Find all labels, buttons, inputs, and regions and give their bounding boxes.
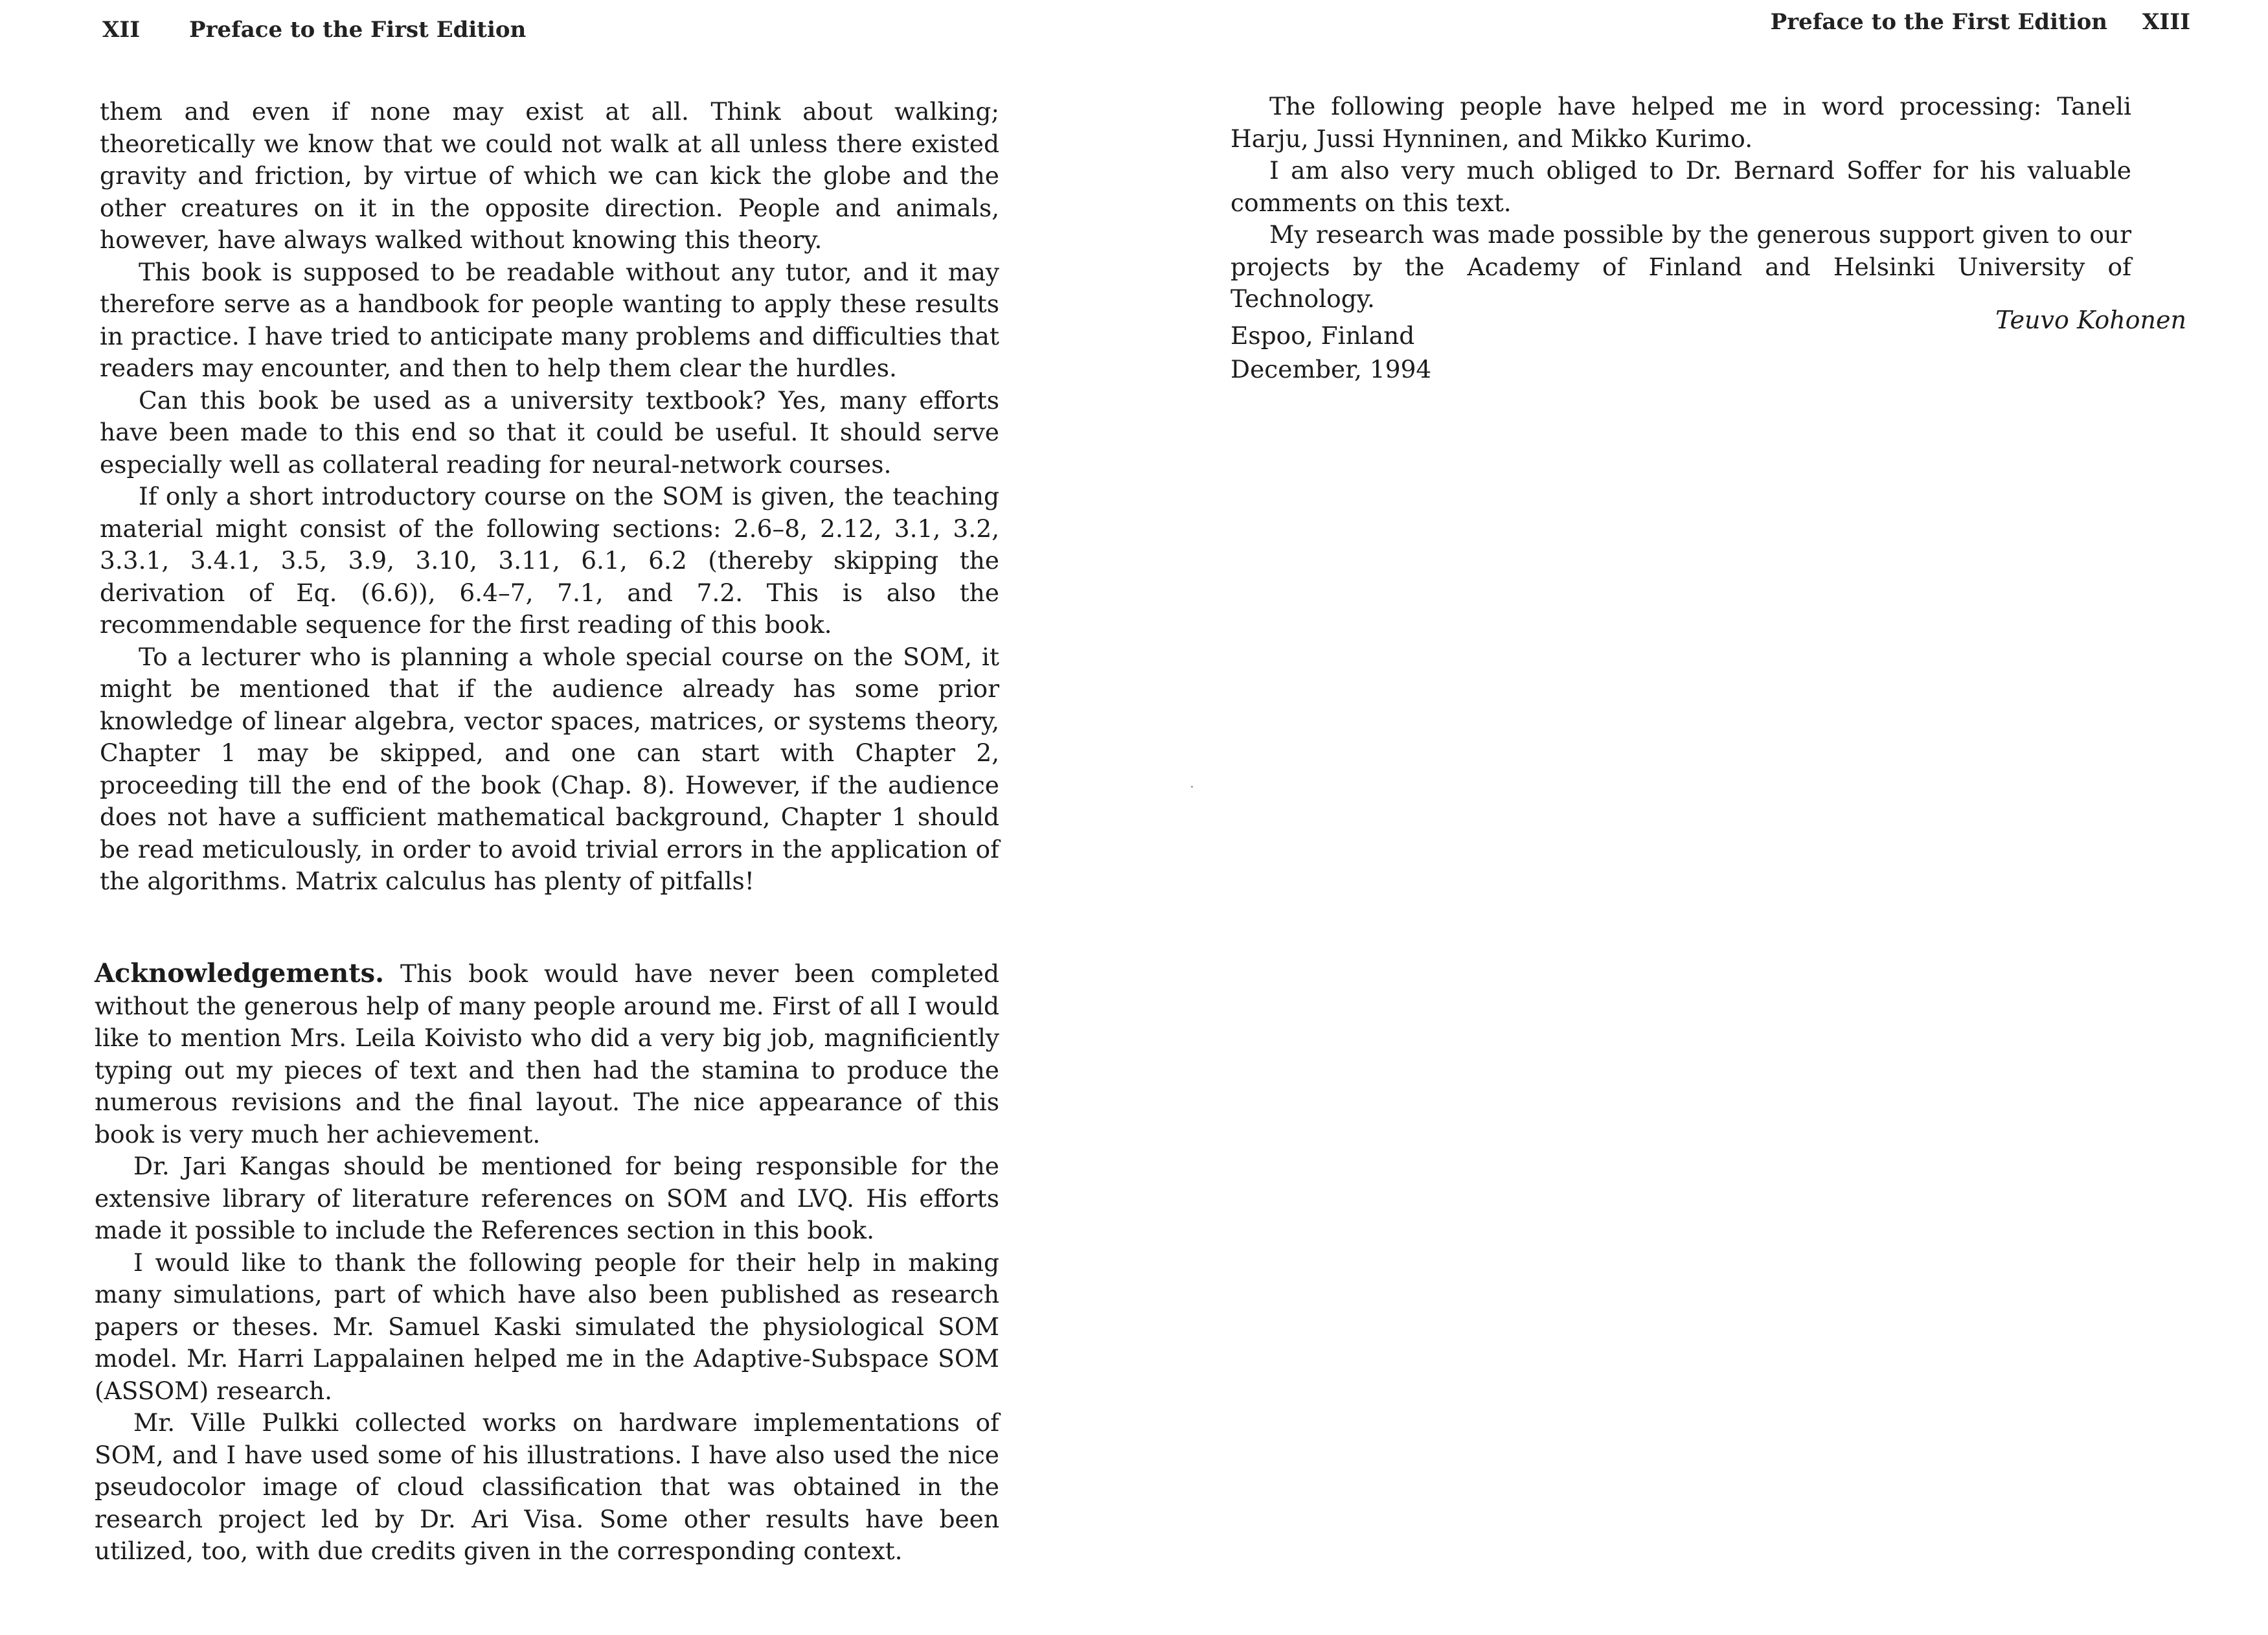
acknowledgements-text: This book would have never been completed without the generous help of many people around me. First of all I would like to mention Mrs. Leila Koivisto who did a very big job, magnificiently typing out my pieces of text and then had the stamina to produce the numerous revisions and the final layout. The nice appearance of this book is very much her achievement. (95, 959, 999, 1149)
paragraph: Mr. Ville Pulkki collected works on hardware implementations of SOM, and I have used some of his illustrations. I have also used the nice pseudocolor image of cloud classification that was obtained in the research project led by Dr. Ari Visa. Some other results have been utilized, too, with due credits given in the corresponding context. (95, 1408, 999, 1565)
acknowledgements-first-paragraph (95, 957, 999, 1150)
running-title: Preface to the First Edition (189, 17, 527, 43)
author-signature: Teuvo Kohonen (1995, 306, 2186, 334)
preface-body (100, 96, 999, 898)
paragraph: This book is supposed to be readable without any tutor, and it may therefore serve as a handbook for people wanting to apply these results in practice. I have tried to anticipate many problems and difficulties that readers may encounter, and then to help them clear the hurdles. (100, 257, 999, 382)
paragraph: Dr. Jari Kangas should be mentioned for being responsible for the extensive library of literature references on SOM and LVQ. His efforts made it possible to include the References section in this book. (95, 1152, 999, 1244)
running-title: Preface to the First Edition (1770, 9, 2107, 35)
paragraph: I would like to thank the following people for their help in making many simulations, part of which have also been published as research papers or theses. Mr. Samuel Kaski simulated the physiological SOM model. Mr. Harri Lappalainen helped me in the Adaptive-Subspace SOM (ASSOM) research. (95, 1248, 999, 1405)
paragraph: My research was made possible by the generous support given to our projects by the Academy of Finland and Helsinki University of Technology. (1230, 220, 2131, 313)
paragraph: them and even if none may exist at all. Think about walking; theoretically we know that we could not walk at all unless there existed gravity and friction, by virtue of which we can kick the globe and the other creatures on it in the opposite direction. People and animals, however, have always walked without knowing this theory. (100, 97, 999, 254)
date: December, 1994 (1230, 355, 1432, 383)
paragraph: To a lecturer who is planning a whole special course on the SOM, it might be mentioned that if the audience already has some prior knowledge of linear algebra, vector spaces, matrices, or systems theory, Chapter 1 may be skipped, and one can start with Chapter 2, proceeding till the end of the book (Chap. 8). However, if the audience does not have a sufficient mathematical background, Chapter 1 should be read meticulously, in order to avoid trivial errors in the application of the algorithms. Matrix calculus has plenty of pitfalls! (100, 642, 999, 895)
paragraph: Can this book be used as a university textbook? Yes, many efforts have been made to this end so that it could be useful. It should serve especially well as collateral reading for neural-network courses. (100, 385, 999, 479)
preface-body (1230, 91, 2131, 315)
acknowledgements-heading: Acknowledgements. (95, 958, 385, 989)
place: Espoo, Finland (1230, 321, 1415, 350)
paragraph: I am also very much obliged to Dr. Bernard Soffer for his valuable comments on this text. (1230, 156, 2131, 217)
paragraph: If only a short introductory course on the SOM is given, the teaching material might consist of the following sections: 2.6–8, 2.12, 3.1, 3.2, 3.3.1, 3.4.1, 3.5, 3.9, 3.10, 3.11, 6.1, 6.2 (thereby skipping the derivation of Eq. (6.6)), 6.4–7, 7.1, and 7.2. This is also the recommendable sequence for the first reading of this book. (100, 482, 999, 639)
scan-speck (1191, 786, 1193, 788)
page-number: XII (102, 17, 141, 43)
page-number: XIII (2142, 9, 2190, 35)
acknowledgements-section (95, 957, 999, 1568)
paragraph: The following people have helped me in word processing: Taneli Harju, Jussi Hynninen, and Mikko Kurimo. (1230, 92, 2131, 153)
right-page (1134, 0, 2268, 1635)
